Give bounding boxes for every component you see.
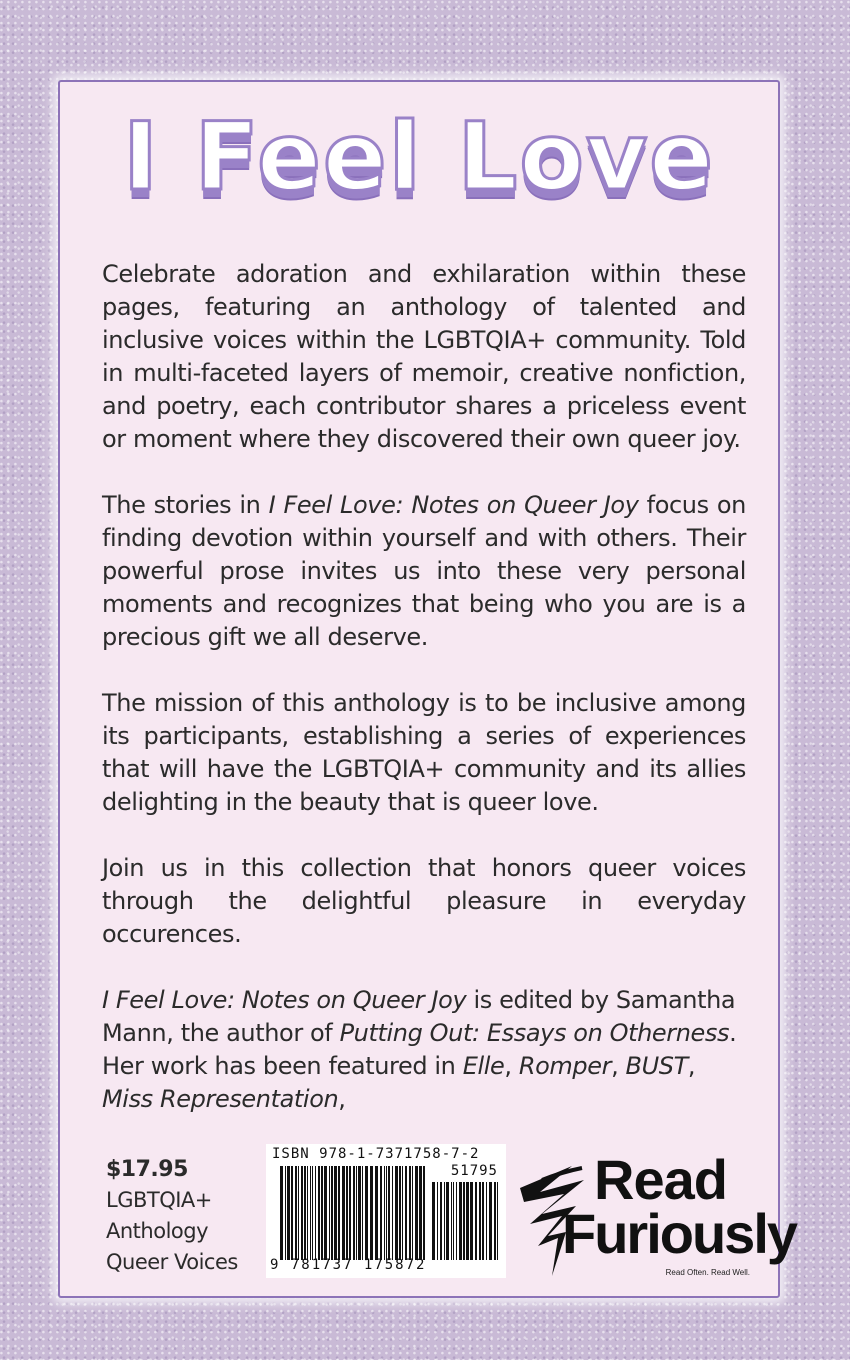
barcode-bar (395, 1166, 398, 1260)
publisher-logo (512, 1148, 797, 1290)
text-run: Join us in this collection that honors queer voices through the delightful pleasure in everyday occurences. (102, 854, 746, 948)
barcode-bar (298, 1166, 299, 1260)
barcode-bar (419, 1166, 422, 1260)
barcode-bar (479, 1182, 481, 1260)
barcode-bar (321, 1166, 323, 1260)
text-run: The mission of this anthology is to be inclusive among its participants, establishing a series of experiences that will have the LGBTQIA+ community and its allies delighting in the beauty that is queer love. (102, 689, 746, 816)
ean-digits: 9 781737 175872 (270, 1257, 427, 1273)
blurb (102, 258, 746, 1116)
barcode-bar (295, 1166, 297, 1260)
barcode-bar (310, 1166, 311, 1260)
barcode-bar (392, 1166, 393, 1260)
barcode-bar (444, 1182, 445, 1260)
barcode-bar (291, 1166, 293, 1260)
barcode-bar (304, 1166, 306, 1260)
barcode-bar (287, 1166, 290, 1260)
barcode-bar (456, 1182, 457, 1260)
barcode-bar (399, 1166, 401, 1260)
back-cover-panel (58, 80, 797, 1298)
blurb-paragraph-1 (102, 258, 746, 456)
barcode-bar (440, 1182, 442, 1260)
text-run: , (611, 1052, 626, 1080)
publisher-name-line1: Read (594, 1148, 727, 1211)
barcode-addon-bars (432, 1182, 498, 1260)
editor-bio (102, 984, 746, 1116)
barcode-bar (338, 1166, 340, 1260)
blurb-paragraph-3 (102, 687, 746, 819)
barcode-bar (318, 1166, 320, 1260)
text-run: , (338, 1085, 346, 1113)
text-run: is edited by Samantha Mann, the author of (102, 986, 736, 1047)
isbn-label: ISBN 978-1-7371758-7-2 (272, 1146, 480, 1162)
barcode-bar (415, 1166, 418, 1260)
barcode-bar (356, 1166, 357, 1260)
barcode-bar (482, 1182, 484, 1260)
barcode-bar (365, 1166, 368, 1260)
blurb-paragraph-2 (102, 489, 746, 654)
barcode-bar (329, 1166, 330, 1260)
text-run: , (687, 1052, 696, 1080)
barcode-bar (451, 1182, 452, 1260)
barcode-bar (380, 1166, 382, 1260)
category-label: Queer Voices (106, 1250, 238, 1274)
isbn-barcode (266, 1144, 506, 1278)
barcode-bar (307, 1166, 308, 1260)
barcode-bar (466, 1182, 469, 1260)
text-run: Celebrate adoration and exhilaration within these pages, featuring an anthology of talented and inclusive voices within the LGBTQIA+ community. Told in multi-faceted layers of memoir, creative nonfiction, and poetry, each contributor shares a priceless event or moment where they discovered their own queer joy. (102, 260, 746, 453)
blurb-paragraph-4 (102, 852, 746, 951)
barcode-bar (342, 1166, 345, 1260)
barcode-bar (497, 1182, 498, 1260)
price-block (106, 1154, 238, 1278)
barcode-bar (315, 1166, 316, 1260)
text-run: focus on finding devotion within yourself and with others. Their powerful prose invites us into these very personal moments and recognizes that being who you are is a precious gift we all deserve. (102, 491, 746, 651)
barcode-bar (470, 1182, 473, 1260)
book-title: I Feel Love (122, 103, 716, 212)
italic-title: Putting Out: Essays on Otherness (339, 1019, 730, 1047)
barcode-bar (349, 1166, 351, 1260)
barcode-bar (334, 1166, 337, 1260)
barcode-bar (423, 1166, 425, 1260)
category-label: LGBTQIA+ (106, 1188, 212, 1212)
barcode-bar (353, 1166, 355, 1260)
barcode-bar (375, 1166, 378, 1260)
barcode-bar (324, 1166, 327, 1260)
barcode-bar (370, 1166, 373, 1260)
barcode-bar (494, 1182, 496, 1260)
italic-title: Romper (518, 1052, 612, 1080)
barcode-bar (388, 1166, 390, 1260)
price-code: 51795 (450, 1163, 498, 1179)
text-run: The stories in (102, 491, 269, 519)
barcode-bar (432, 1182, 435, 1260)
text-run: . Her work has been featured in (102, 1019, 737, 1080)
barcode-bar (459, 1182, 462, 1260)
barcode-bar (331, 1166, 333, 1260)
barcode-bar (346, 1166, 348, 1260)
category-label: Anthology (106, 1219, 209, 1243)
barcode-bar (409, 1166, 411, 1260)
barcode-bar (280, 1166, 283, 1260)
barcode-bar (362, 1166, 363, 1260)
barcode-bar (486, 1182, 487, 1260)
italic-title: Miss Representation (102, 1085, 339, 1113)
barcode-bar (358, 1166, 361, 1260)
barcode-bar (446, 1182, 449, 1260)
barcode-bar (386, 1166, 387, 1260)
italic-title: I Feel Love: Notes on Queer Joy (268, 491, 639, 519)
barcode-bar (453, 1182, 454, 1260)
text-run: , (504, 1052, 519, 1080)
barcode-bar (301, 1166, 303, 1260)
barcode-bar (405, 1166, 407, 1260)
italic-title: BUST (625, 1052, 688, 1080)
publisher-tagline: Read Often. Read Well. (665, 1268, 750, 1277)
barcode-bar (412, 1166, 413, 1260)
barcode-bar (312, 1166, 313, 1260)
barcode-bar (437, 1182, 438, 1260)
publisher-name-line2: Furiously (562, 1202, 797, 1265)
barcode-bar (463, 1182, 465, 1260)
barcode-bar (475, 1182, 477, 1260)
barcode-bar (285, 1166, 286, 1260)
barcode-bar (402, 1166, 403, 1260)
italic-title: I Feel Love: Notes on Queer Joy (102, 986, 467, 1014)
barcode-bar (489, 1182, 492, 1260)
barcode-bar (384, 1166, 385, 1260)
barcode-bars (280, 1166, 426, 1260)
italic-title: Elle (462, 1052, 505, 1080)
price: $17.95 (106, 1157, 188, 1182)
